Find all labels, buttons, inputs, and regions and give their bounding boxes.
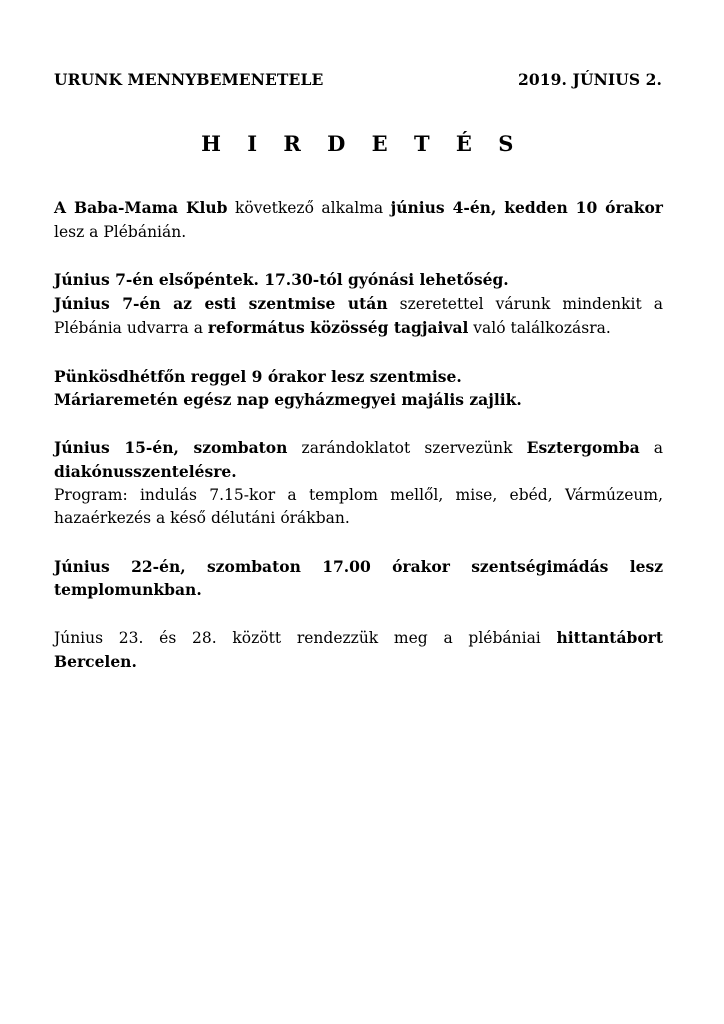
feast-name: URUNK MENNYBEMENETELE bbox=[54, 70, 324, 89]
announcement-camp bbox=[54, 626, 663, 674]
announcement-pentecost-monday bbox=[54, 365, 663, 412]
bold-text: Június 15-én, szombaton bbox=[54, 437, 288, 457]
announcement-pilgrimage bbox=[54, 436, 663, 531]
text: való találkozásra. bbox=[468, 319, 611, 337]
announcements bbox=[54, 196, 663, 698]
announcement-baba-mama bbox=[54, 196, 663, 244]
announcement-adoration bbox=[54, 555, 663, 602]
line bbox=[54, 292, 663, 317]
bold-line: Június 22-én, szombaton 17.00 órakor szentségimádás lesz bbox=[54, 556, 663, 576]
bold-text: Június 7-én az esti szentmise után bbox=[54, 293, 388, 313]
line bbox=[54, 196, 663, 221]
line bbox=[54, 436, 663, 461]
text: zarándoklatot szervezünk bbox=[287, 438, 527, 457]
text: a bbox=[639, 438, 663, 457]
bold-text: református közösség tagjaival bbox=[207, 318, 469, 337]
bold-line: diakónusszentelésre. bbox=[54, 462, 237, 481]
bold-text: hittantábort bbox=[556, 627, 663, 647]
text: Plébánia udvarra a bbox=[54, 319, 208, 337]
announcement-first-friday bbox=[54, 268, 663, 341]
bold-text: Esztergomba bbox=[526, 437, 640, 457]
line: lesz a Plébánián. bbox=[54, 222, 187, 241]
bold-text: június 4-én, kedden 10 órakor bbox=[390, 198, 663, 217]
text: szeretettel várunk mindenkit a bbox=[387, 294, 663, 313]
text: következő alkalma bbox=[227, 199, 391, 217]
line bbox=[54, 316, 663, 341]
line: Program: indulás 7.15-kor a templom mellől, mise, ebéd, Vármúzeum, bbox=[54, 485, 663, 504]
bold-line: Bercelen. bbox=[54, 652, 137, 671]
line: hazaérkezés a késő délutáni órákban. bbox=[54, 509, 350, 527]
header-row bbox=[54, 70, 662, 89]
bold-line: Máriaremetén egész nap egyházmegyei majális zajlik. bbox=[54, 390, 522, 409]
page-title: H I R D E T É S bbox=[201, 131, 523, 156]
bold-line: templomunkban. bbox=[54, 580, 202, 599]
bold-line: Pünkösdhétfőn reggel 9 órakor lesz szentmise. bbox=[54, 366, 462, 386]
bold-line: Június 7-én elsőpéntek. 17.30-tól gyónási lehetőség. bbox=[54, 270, 509, 289]
bold-text: A Baba-Mama Klub bbox=[54, 198, 228, 217]
date: 2019. JÚNIUS 2. bbox=[518, 70, 662, 89]
text: Június 23. és 28. között rendezzük meg a plébániai bbox=[54, 628, 557, 647]
line bbox=[54, 626, 663, 651]
